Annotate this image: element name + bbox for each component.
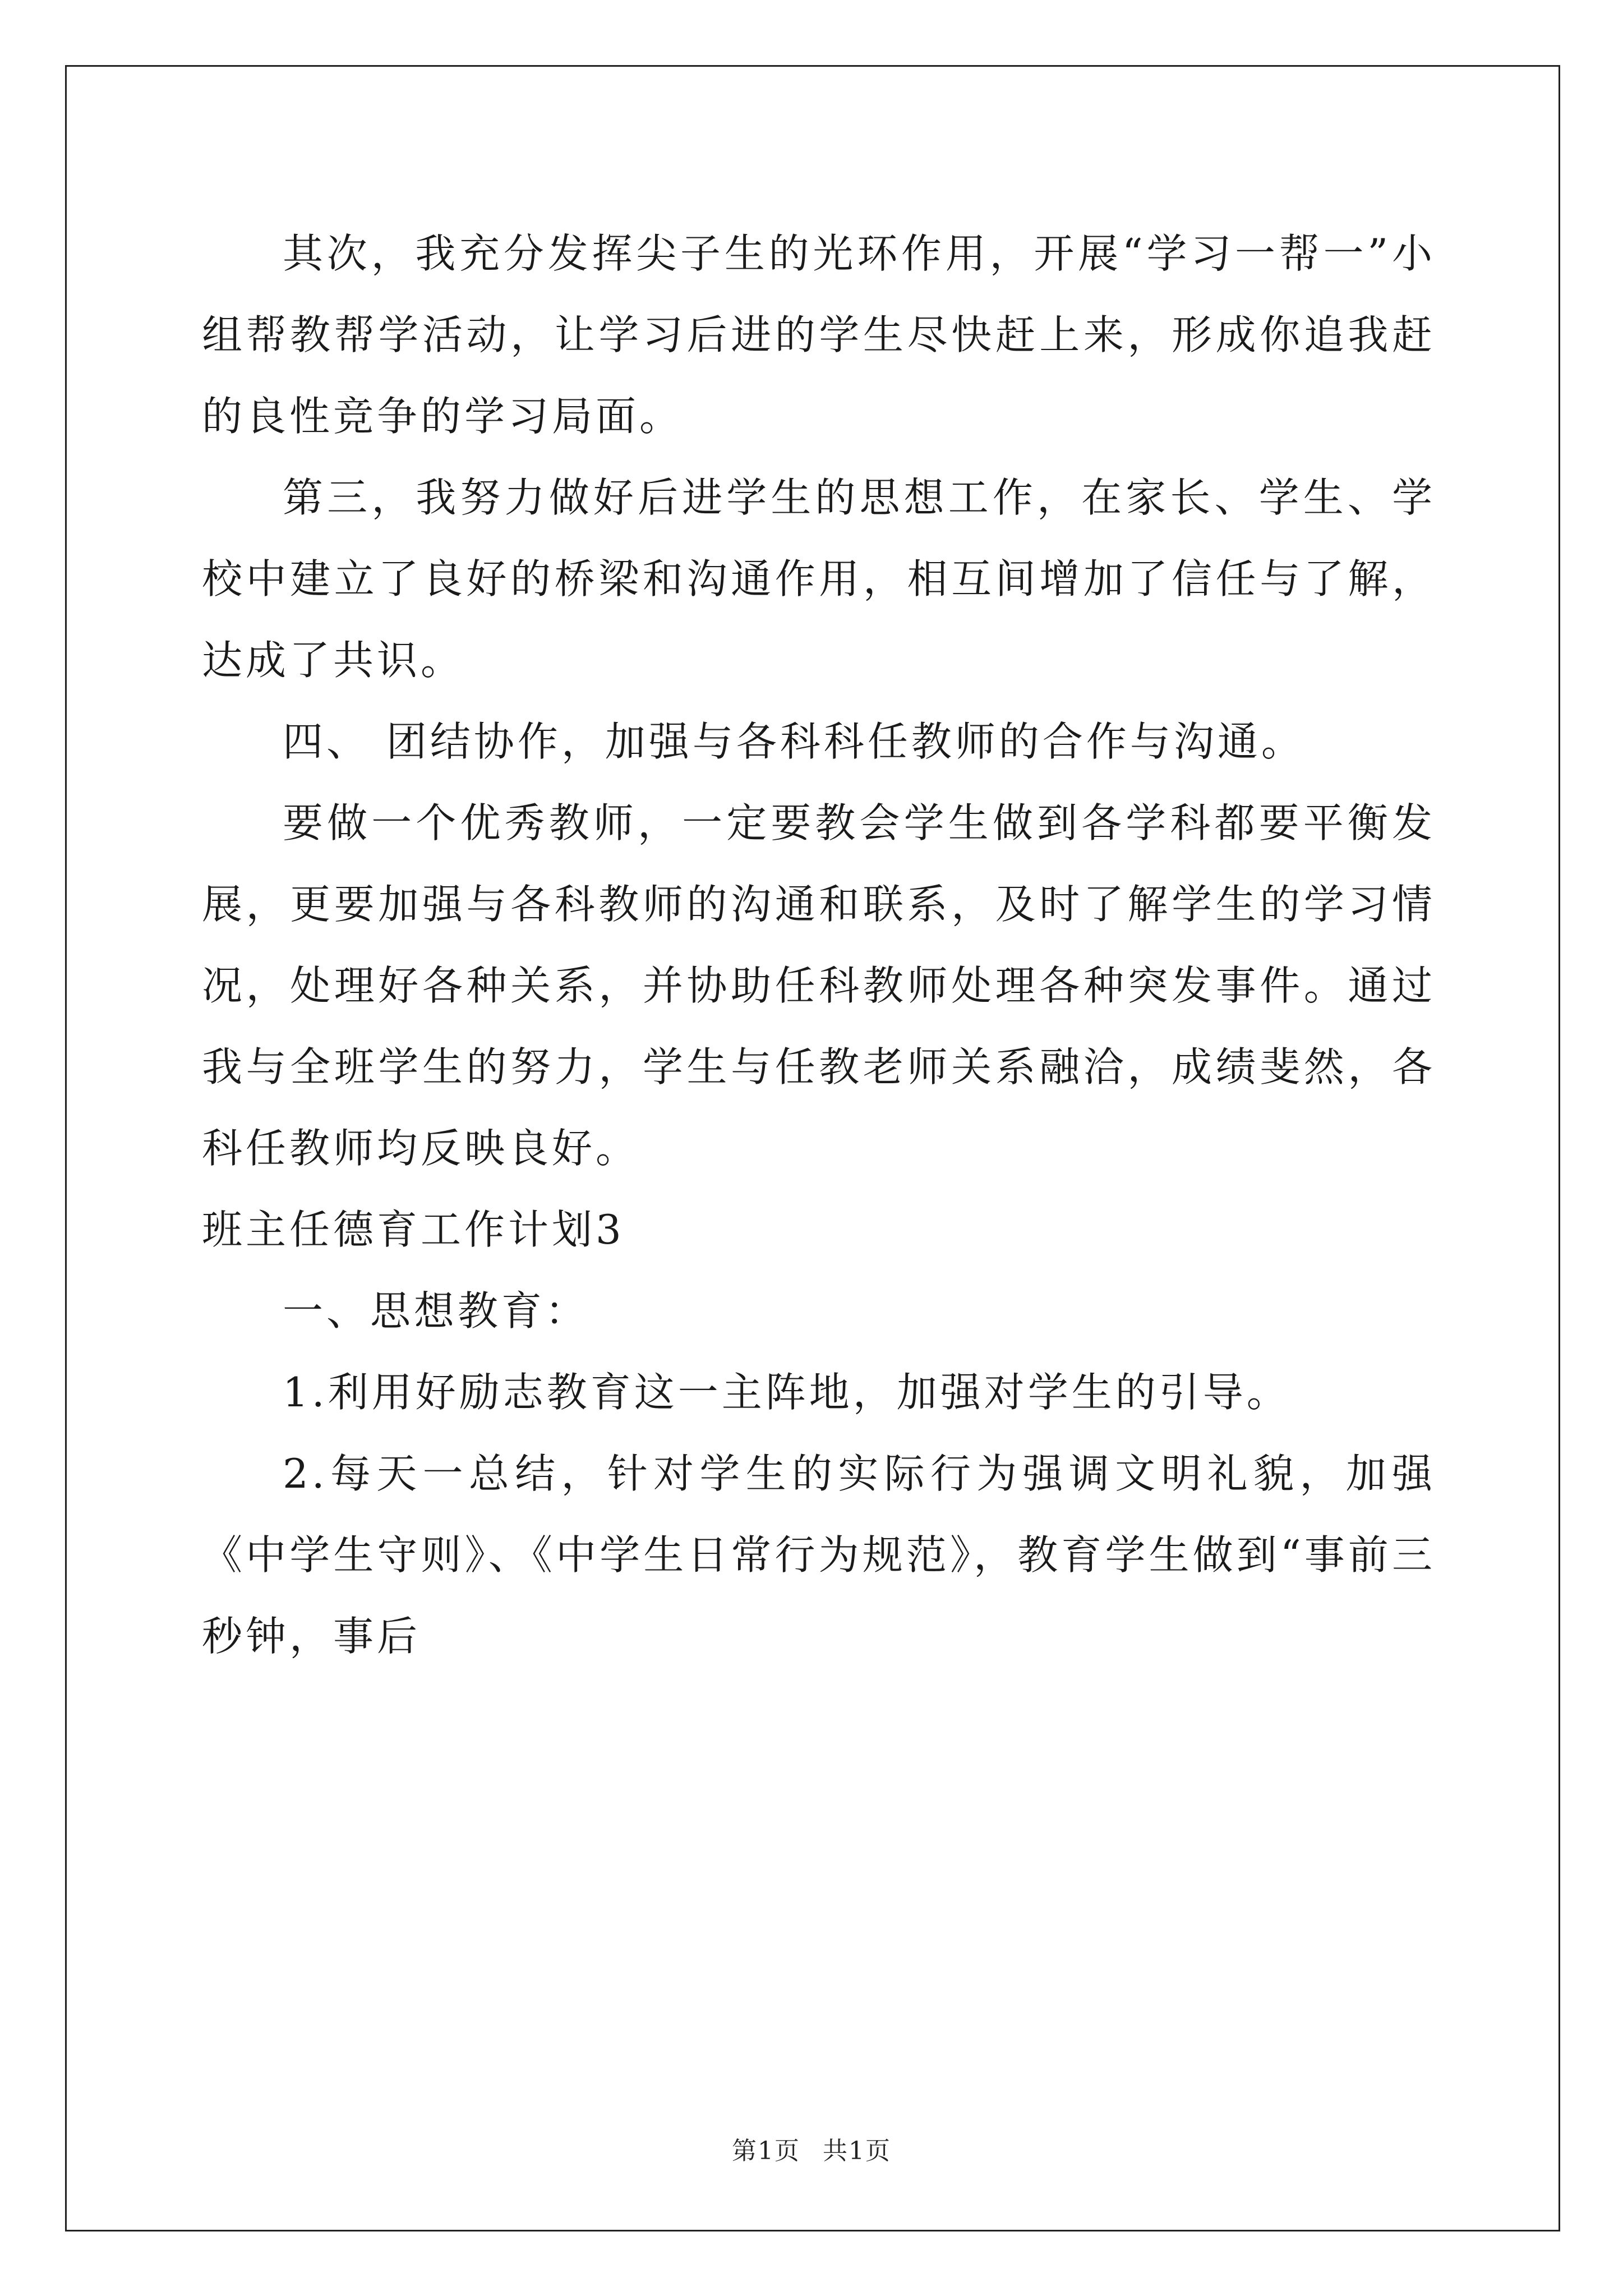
paragraph-third-measure: 第三，我努力做好后进学生的思想工作，在家长、学生、学校中建立了良好的桥梁和沟通作用，相互间增加了信任与了解，达成了共识。: [202, 474, 1436, 684]
page-footer: [0, 2131, 1623, 2166]
section-heading-moral-education: 一、思想教育：: [283, 1287, 589, 1335]
page-number: 第1页: [732, 2137, 800, 2165]
document-section-title: 班主任德育工作计划3: [202, 1206, 625, 1253]
paragraph-cooperation: 要做一个优秀教师，一定要教会学生做到各学科都要平衡发展，更要加强与各科教师的沟通和联系，及时了解学生的学习情况，处理好各种关系，并协助任科教师处理各种突发事件。通过我与全班学生的努力，学生与任教老师关系融洽，成绩斐然，各科任教师均反映良好。: [202, 799, 1436, 1172]
list-item-1: 1.利用好励志教育这一主阵地，加强对学生的引导。: [283, 1369, 1290, 1416]
list-item-2: 2.每天一总结，针对学生的实际行为强调文明礼貌，加强《中学生守则》、《中学生日常行为规范》，教育学生做到“事前三秒钟，事后: [202, 1450, 1436, 1660]
paragraph-second-measure: 其次，我充分发挥尖子生的光环作用，开展“学习一帮一”小组帮教帮学活动，让学习后进的学生尽快赶上来，形成你追我赶的良性竞争的学习局面。: [202, 230, 1436, 440]
section-heading-four: 四、 团结协作，加强与各科科任教师的合作与沟通。: [283, 718, 1305, 765]
document-body: [202, 213, 1436, 1677]
page-total: 共1页: [823, 2137, 891, 2165]
